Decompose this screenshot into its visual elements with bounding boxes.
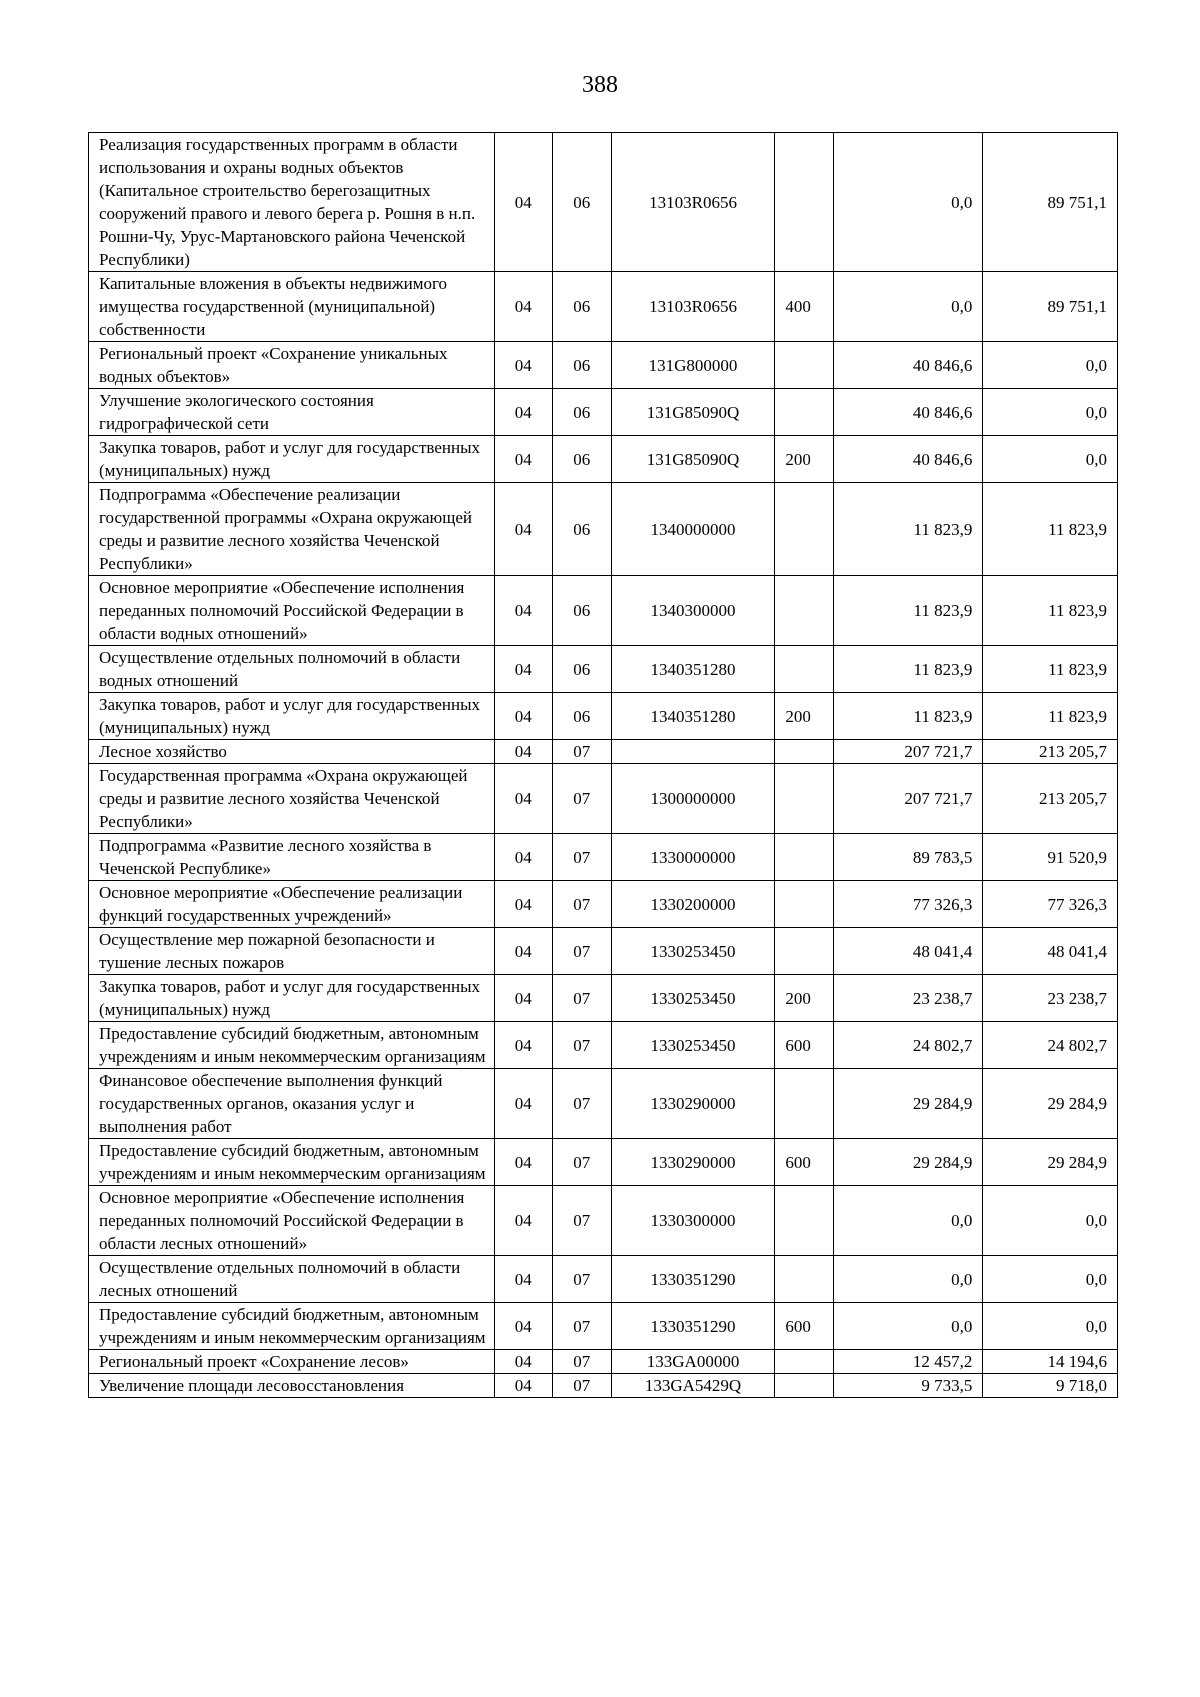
row-subsection-cell: 07 (552, 1022, 611, 1069)
row-subsection-cell: 07 (552, 1069, 611, 1139)
row-expense-type-cell (775, 928, 834, 975)
row-amount-year2-cell: 14 194,6 (983, 1350, 1118, 1374)
row-name-cell: Увеличение площади лесовосстановления (89, 1374, 495, 1398)
row-target-article-cell: 1330351290 (611, 1256, 775, 1303)
row-subsection-cell: 06 (552, 342, 611, 389)
row-section-cell: 04 (494, 1303, 552, 1350)
row-amount-year2-cell: 89 751,1 (983, 133, 1118, 272)
row-subsection-cell: 07 (552, 1350, 611, 1374)
row-subsection-cell: 06 (552, 576, 611, 646)
row-name-cell: Региональный проект «Сохранение лесов» (89, 1350, 495, 1374)
row-subsection-cell: 07 (552, 834, 611, 881)
table-row (89, 693, 1118, 740)
row-target-article-cell: 1330200000 (611, 881, 775, 928)
row-amount-year1-cell: 40 846,6 (834, 389, 983, 436)
row-expense-type-cell (775, 483, 834, 576)
row-target-article-cell: 1330351290 (611, 1303, 775, 1350)
row-amount-year1-cell: 29 284,9 (834, 1069, 983, 1139)
row-target-article-cell: 1330253450 (611, 928, 775, 975)
table-row (89, 975, 1118, 1022)
row-amount-year2-cell: 11 823,9 (983, 483, 1118, 576)
row-amount-year1-cell: 0,0 (834, 133, 983, 272)
row-target-article-cell: 131G85090Q (611, 436, 775, 483)
table-row (89, 1069, 1118, 1139)
row-target-article-cell: 1340351280 (611, 693, 775, 740)
row-subsection-cell: 07 (552, 928, 611, 975)
row-amount-year2-cell: 11 823,9 (983, 646, 1118, 693)
row-section-cell: 04 (494, 1022, 552, 1069)
row-expense-type-cell: 200 (775, 975, 834, 1022)
row-amount-year1-cell: 11 823,9 (834, 483, 983, 576)
row-name-cell: Осуществление отдельных полномочий в области водных отношений (89, 646, 495, 693)
row-target-article-cell: 13103R0656 (611, 272, 775, 342)
table-row (89, 764, 1118, 834)
row-target-article-cell: 1330000000 (611, 834, 775, 881)
row-amount-year1-cell: 0,0 (834, 1256, 983, 1303)
row-expense-type-cell (775, 834, 834, 881)
table-row (89, 1186, 1118, 1256)
row-subsection-cell: 07 (552, 764, 611, 834)
row-amount-year2-cell: 29 284,9 (983, 1069, 1118, 1139)
row-target-article-cell: 1330300000 (611, 1186, 775, 1256)
row-target-article-cell: 1340300000 (611, 576, 775, 646)
row-name-cell: Подпрограмма «Обеспечение реализации государственной программы «Охрана окружающей среды и развитие лесного хозяйства Чеченской Республики» (89, 483, 495, 576)
row-amount-year1-cell: 77 326,3 (834, 881, 983, 928)
row-amount-year2-cell: 0,0 (983, 389, 1118, 436)
row-section-cell: 04 (494, 133, 552, 272)
row-target-article-cell (611, 740, 775, 764)
row-name-cell: Осуществление отдельных полномочий в области лесных отношений (89, 1256, 495, 1303)
row-amount-year2-cell: 23 238,7 (983, 975, 1118, 1022)
row-target-article-cell: 1330253450 (611, 1022, 775, 1069)
row-target-article-cell: 131G85090Q (611, 389, 775, 436)
row-amount-year2-cell: 0,0 (983, 1256, 1118, 1303)
row-amount-year2-cell: 11 823,9 (983, 576, 1118, 646)
row-target-article-cell: 131G800000 (611, 342, 775, 389)
row-expense-type-cell (775, 740, 834, 764)
row-name-cell: Предоставление субсидий бюджетным, автономным учреждениям и иным некоммерческим организациям (89, 1139, 495, 1186)
table-row (89, 928, 1118, 975)
table-row (89, 133, 1118, 272)
row-name-cell: Закупка товаров, работ и услуг для государственных (муниципальных) нужд (89, 975, 495, 1022)
row-expense-type-cell (775, 646, 834, 693)
row-subsection-cell: 07 (552, 881, 611, 928)
row-subsection-cell: 06 (552, 133, 611, 272)
row-target-article-cell: 1330290000 (611, 1139, 775, 1186)
table-row (89, 740, 1118, 764)
row-subsection-cell: 07 (552, 1303, 611, 1350)
row-amount-year1-cell: 0,0 (834, 272, 983, 342)
table-row (89, 834, 1118, 881)
row-amount-year1-cell: 48 041,4 (834, 928, 983, 975)
row-expense-type-cell (775, 881, 834, 928)
table-row (89, 1303, 1118, 1350)
row-amount-year1-cell: 40 846,6 (834, 436, 983, 483)
row-section-cell: 04 (494, 342, 552, 389)
row-subsection-cell: 06 (552, 646, 611, 693)
row-subsection-cell: 07 (552, 1374, 611, 1398)
table-row (89, 576, 1118, 646)
row-section-cell: 04 (494, 1186, 552, 1256)
row-amount-year2-cell: 213 205,7 (983, 764, 1118, 834)
row-amount-year2-cell: 0,0 (983, 1303, 1118, 1350)
table-row (89, 1139, 1118, 1186)
row-expense-type-cell: 600 (775, 1022, 834, 1069)
table-row (89, 483, 1118, 576)
budget-table (88, 132, 1118, 1398)
row-amount-year1-cell: 23 238,7 (834, 975, 983, 1022)
row-section-cell: 04 (494, 834, 552, 881)
row-section-cell: 04 (494, 483, 552, 576)
row-amount-year1-cell: 29 284,9 (834, 1139, 983, 1186)
row-section-cell: 04 (494, 576, 552, 646)
row-subsection-cell: 06 (552, 693, 611, 740)
row-section-cell: 04 (494, 928, 552, 975)
row-section-cell: 04 (494, 389, 552, 436)
row-section-cell: 04 (494, 740, 552, 764)
row-name-cell: Основное мероприятие «Обеспечение исполнения переданных полномочий Российской Федерации в области лесных отношений» (89, 1186, 495, 1256)
row-amount-year2-cell: 0,0 (983, 436, 1118, 483)
row-name-cell: Основное мероприятие «Обеспечение реализации функций государственных учреждений» (89, 881, 495, 928)
row-amount-year2-cell: 91 520,9 (983, 834, 1118, 881)
row-section-cell: 04 (494, 764, 552, 834)
row-amount-year1-cell: 207 721,7 (834, 740, 983, 764)
row-target-article-cell: 133GA5429Q (611, 1374, 775, 1398)
row-name-cell: Региональный проект «Сохранение уникальных водных объектов» (89, 342, 495, 389)
row-name-cell: Финансовое обеспечение выполнения функций государственных органов, оказания услуг и выполнения работ (89, 1069, 495, 1139)
row-name-cell: Государственная программа «Охрана окружающей среды и развитие лесного хозяйства Чеченской Республики» (89, 764, 495, 834)
row-name-cell: Основное мероприятие «Обеспечение исполнения переданных полномочий Российской Федерации в области водных отношений» (89, 576, 495, 646)
row-subsection-cell: 06 (552, 389, 611, 436)
row-amount-year2-cell: 0,0 (983, 342, 1118, 389)
row-expense-type-cell: 200 (775, 436, 834, 483)
row-amount-year2-cell: 11 823,9 (983, 693, 1118, 740)
row-name-cell: Улучшение экологического состояния гидрографической сети (89, 389, 495, 436)
row-expense-type-cell (775, 389, 834, 436)
row-amount-year2-cell: 24 802,7 (983, 1022, 1118, 1069)
row-subsection-cell: 06 (552, 436, 611, 483)
row-target-article-cell: 1330290000 (611, 1069, 775, 1139)
table-row (89, 646, 1118, 693)
row-subsection-cell: 07 (552, 1139, 611, 1186)
table-row (89, 1022, 1118, 1069)
row-amount-year2-cell: 29 284,9 (983, 1139, 1118, 1186)
row-target-article-cell: 1340351280 (611, 646, 775, 693)
row-amount-year1-cell: 40 846,6 (834, 342, 983, 389)
row-subsection-cell: 07 (552, 1256, 611, 1303)
table-row (89, 272, 1118, 342)
row-section-cell: 04 (494, 1350, 552, 1374)
row-section-cell: 04 (494, 1256, 552, 1303)
row-expense-type-cell (775, 1350, 834, 1374)
row-target-article-cell: 133GA00000 (611, 1350, 775, 1374)
row-amount-year1-cell: 0,0 (834, 1303, 983, 1350)
row-expense-type-cell (775, 1069, 834, 1139)
table-row (89, 1374, 1118, 1398)
row-name-cell: Закупка товаров, работ и услуг для государственных (муниципальных) нужд (89, 436, 495, 483)
row-amount-year1-cell: 89 783,5 (834, 834, 983, 881)
row-amount-year1-cell: 12 457,2 (834, 1350, 983, 1374)
row-amount-year2-cell: 89 751,1 (983, 272, 1118, 342)
row-expense-type-cell: 600 (775, 1139, 834, 1186)
row-section-cell: 04 (494, 975, 552, 1022)
row-name-cell: Предоставление субсидий бюджетным, автономным учреждениям и иным некоммерческим организациям (89, 1022, 495, 1069)
row-section-cell: 04 (494, 646, 552, 693)
row-expense-type-cell: 200 (775, 693, 834, 740)
row-target-article-cell: 1300000000 (611, 764, 775, 834)
row-target-article-cell: 1330253450 (611, 975, 775, 1022)
row-amount-year1-cell: 11 823,9 (834, 646, 983, 693)
table-row (89, 389, 1118, 436)
row-subsection-cell: 06 (552, 272, 611, 342)
table-body (89, 133, 1118, 1398)
row-section-cell: 04 (494, 272, 552, 342)
row-amount-year2-cell: 213 205,7 (983, 740, 1118, 764)
row-expense-type-cell: 600 (775, 1303, 834, 1350)
row-amount-year1-cell: 11 823,9 (834, 576, 983, 646)
table-row (89, 342, 1118, 389)
row-target-article-cell: 1340000000 (611, 483, 775, 576)
row-expense-type-cell (775, 1256, 834, 1303)
row-name-cell: Осуществление мер пожарной безопасности и тушение лесных пожаров (89, 928, 495, 975)
row-name-cell: Капитальные вложения в объекты недвижимого имущества государственной (муниципальной) собственности (89, 272, 495, 342)
row-expense-type-cell (775, 764, 834, 834)
row-section-cell: 04 (494, 1069, 552, 1139)
row-section-cell: 04 (494, 436, 552, 483)
row-section-cell: 04 (494, 1374, 552, 1398)
table-row (89, 1256, 1118, 1303)
table-row (89, 881, 1118, 928)
row-name-cell: Подпрограмма «Развитие лесного хозяйства в Чеченской Республике» (89, 834, 495, 881)
row-subsection-cell: 07 (552, 1186, 611, 1256)
row-amount-year2-cell: 48 041,4 (983, 928, 1118, 975)
row-name-cell: Предоставление субсидий бюджетным, автономным учреждениям и иным некоммерческим организациям (89, 1303, 495, 1350)
row-amount-year1-cell: 9 733,5 (834, 1374, 983, 1398)
row-amount-year2-cell: 77 326,3 (983, 881, 1118, 928)
row-section-cell: 04 (494, 1139, 552, 1186)
row-subsection-cell: 07 (552, 975, 611, 1022)
row-section-cell: 04 (494, 693, 552, 740)
row-subsection-cell: 07 (552, 740, 611, 764)
row-amount-year2-cell: 0,0 (983, 1186, 1118, 1256)
row-name-cell: Закупка товаров, работ и услуг для государственных (муниципальных) нужд (89, 693, 495, 740)
row-section-cell: 04 (494, 881, 552, 928)
row-expense-type-cell (775, 1186, 834, 1256)
table-row (89, 436, 1118, 483)
row-expense-type-cell (775, 1374, 834, 1398)
page-number: 388 (582, 72, 618, 98)
row-expense-type-cell (775, 576, 834, 646)
row-amount-year2-cell: 9 718,0 (983, 1374, 1118, 1398)
row-target-article-cell: 13103R0656 (611, 133, 775, 272)
row-expense-type-cell: 400 (775, 272, 834, 342)
row-amount-year1-cell: 24 802,7 (834, 1022, 983, 1069)
row-name-cell: Лесное хозяйство (89, 740, 495, 764)
table-row (89, 1350, 1118, 1374)
row-expense-type-cell (775, 342, 834, 389)
row-name-cell: Реализация государственных программ в области использования и охраны водных объектов (Капитальное строительство берегозащитных сооружений правого и левого берега р. Рошня в н.п. Рошни-Чу, Урус-Мартановского района Чеченской Республики) (89, 133, 495, 272)
row-subsection-cell: 06 (552, 483, 611, 576)
row-amount-year1-cell: 11 823,9 (834, 693, 983, 740)
row-amount-year1-cell: 207 721,7 (834, 764, 983, 834)
row-amount-year1-cell: 0,0 (834, 1186, 983, 1256)
row-expense-type-cell (775, 133, 834, 272)
